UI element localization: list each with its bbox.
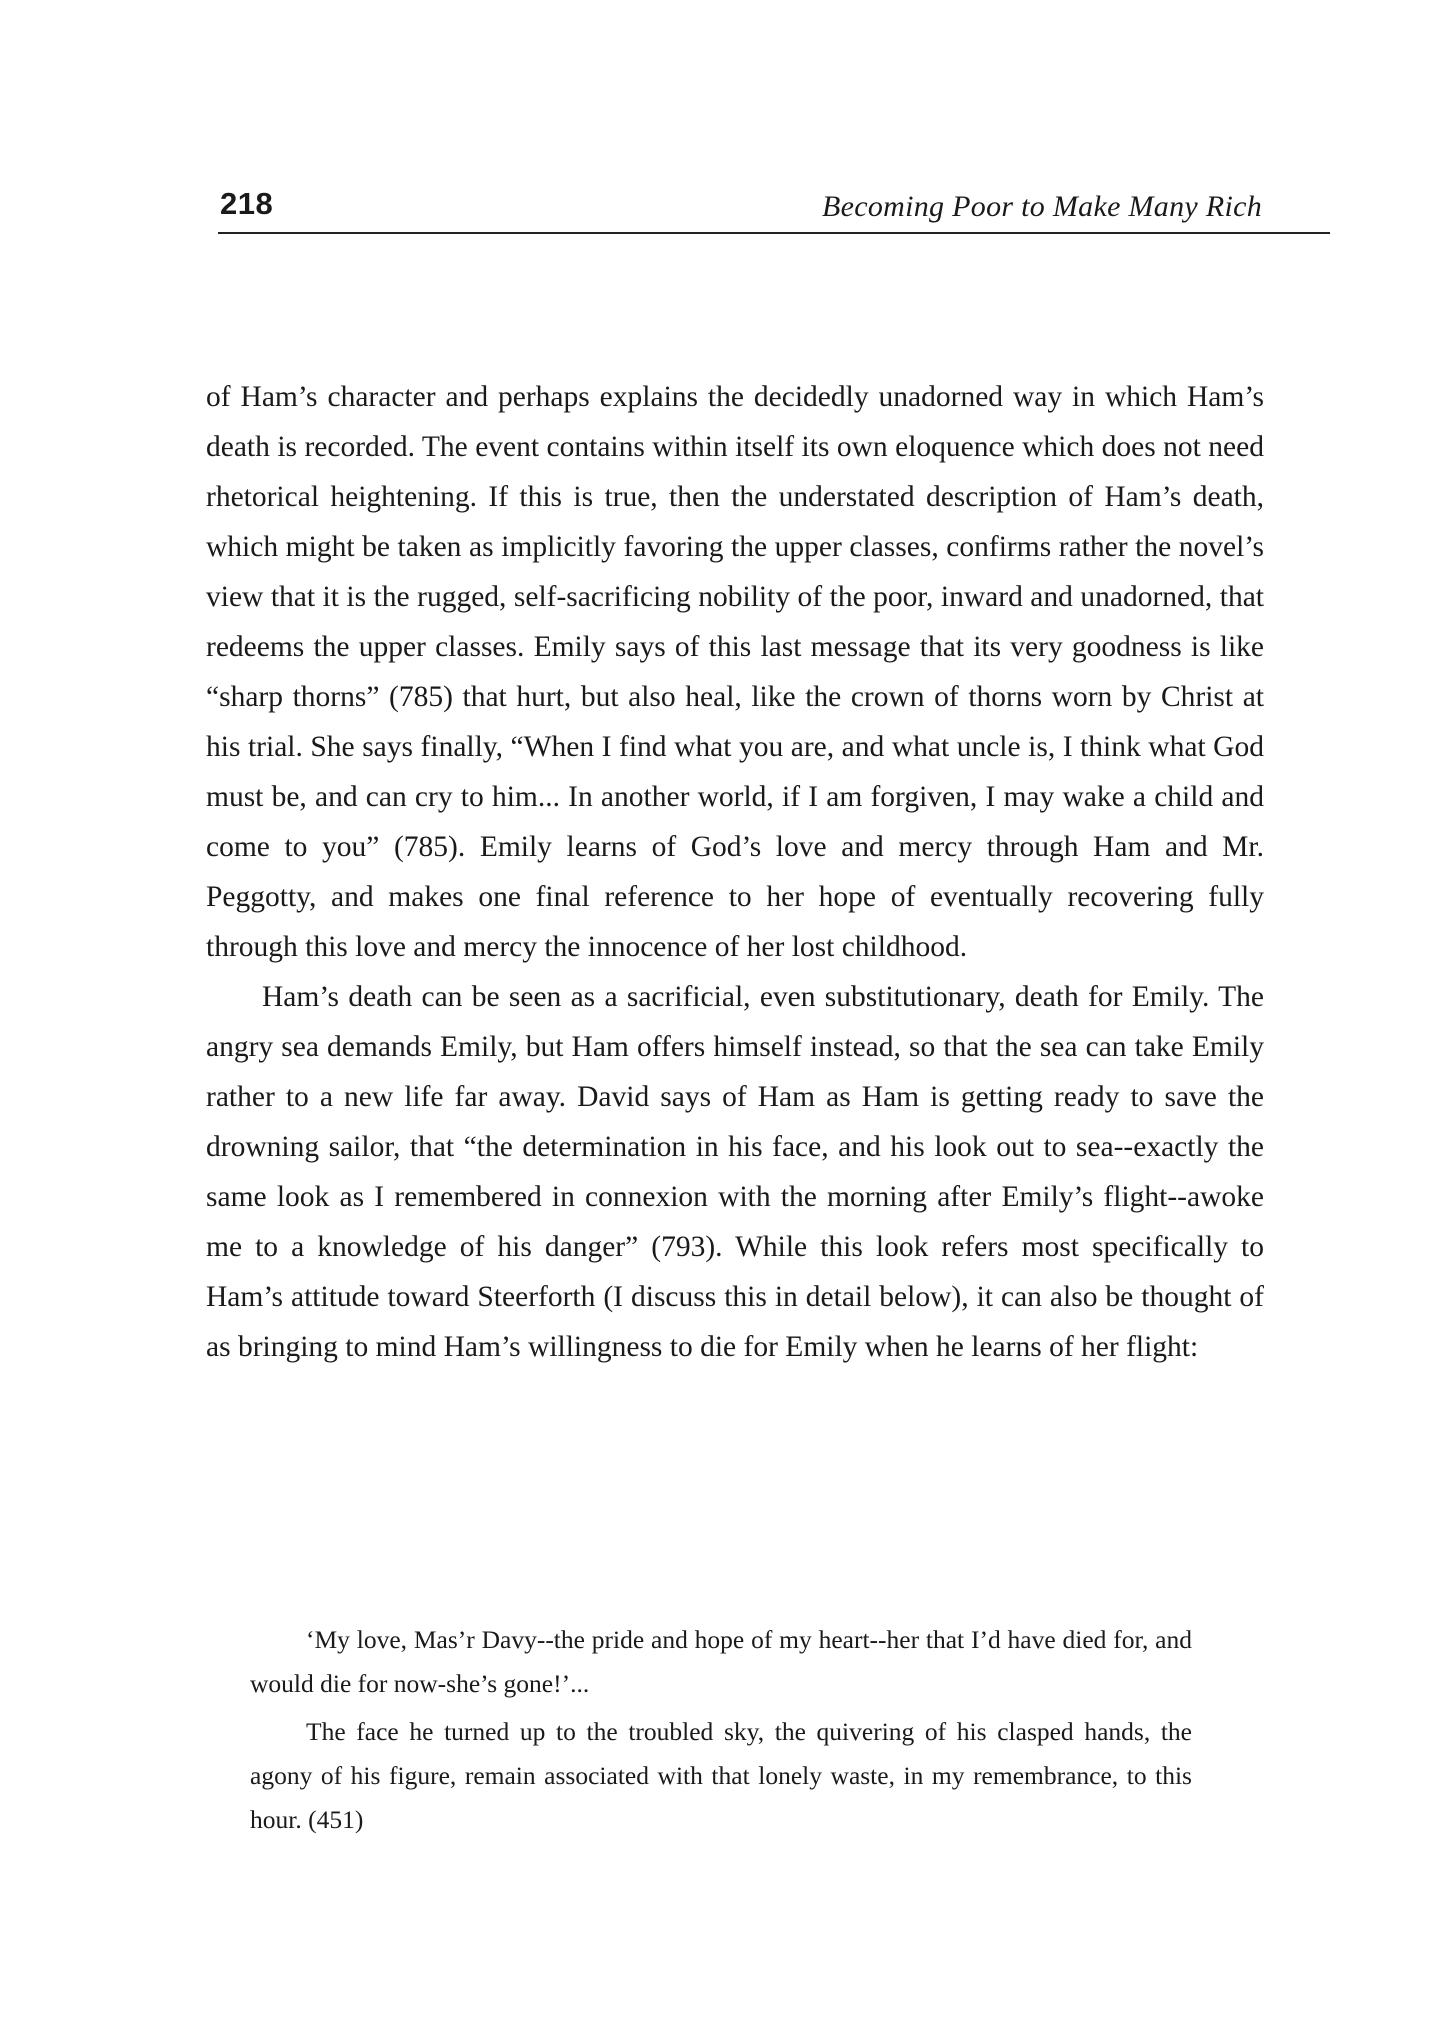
page-header: [218, 180, 1330, 234]
quote-paragraph: ‘My love, Mas’r Davy--the pride and hope of my heart--her that I’d have died for, and would die for now-she’s gone!’...: [250, 1625, 1192, 1698]
body-paragraph: Ham’s death can be seen as a sacrificial, even substitutionary, death for Emily. The angry sea demands Emily, but Ham offers himself instead, so that the sea can take Emily rather to a new life far away. David says of Ham as Ham is getting ready to save the drowning sailor, that “the determination in his face, and his look out to sea--exactly the same look as I remembered in connexion with the morning after Emily’s flight--awoke me to a knowledge of his danger” (793). While this look refers most specifically to Ham’s attitude toward Steerforth (I discuss this in detail below), it can also be thought of as bringing to mind Ham’s willingness to die for Emily when he learns of her flight:: [206, 981, 1264, 1363]
running-title: Becoming Poor to Make Many Rich: [822, 190, 1262, 223]
block-quote: [250, 1618, 1192, 1842]
quote-paragraph: The face he turned up to the troubled sky, the quivering of his clasped hands, the agony of his figure, remain associated with that lonely waste, in my remembrance, to this hour. (451): [250, 1717, 1192, 1834]
body-paragraph: of Ham’s character and perhaps explains the decidedly unadorned way in which Ham’s death is recorded. The event contains within itself its own eloquence which does not need rhetorical heightening. If this is true, then the understated description of Ham’s death, which might be taken as implicitly favoring the upper classes, confirms rather the novel’s view that it is the rugged, self-sacrificing nobility of the poor, inward and unadorned, that redeems the upper classes. Emily says of this last message that its very goodness is like “sharp thorns” (785) that hurt, but also heal, like the crown of thorns worn by Christ at his trial. She says finally, “When I find what you are, and what uncle is, I think what God must be, and can cry to him... In another world, if I am forgiven, I may wake a child and come to you” (785). Emily learns of God’s love and mercy through Ham and Mr. Peggotty, and makes one final reference to her hope of eventually recovering fully through this love and mercy the innocence of her lost childhood.: [206, 381, 1264, 963]
page-number: 218: [220, 186, 274, 221]
body-text: [206, 372, 1264, 1372]
